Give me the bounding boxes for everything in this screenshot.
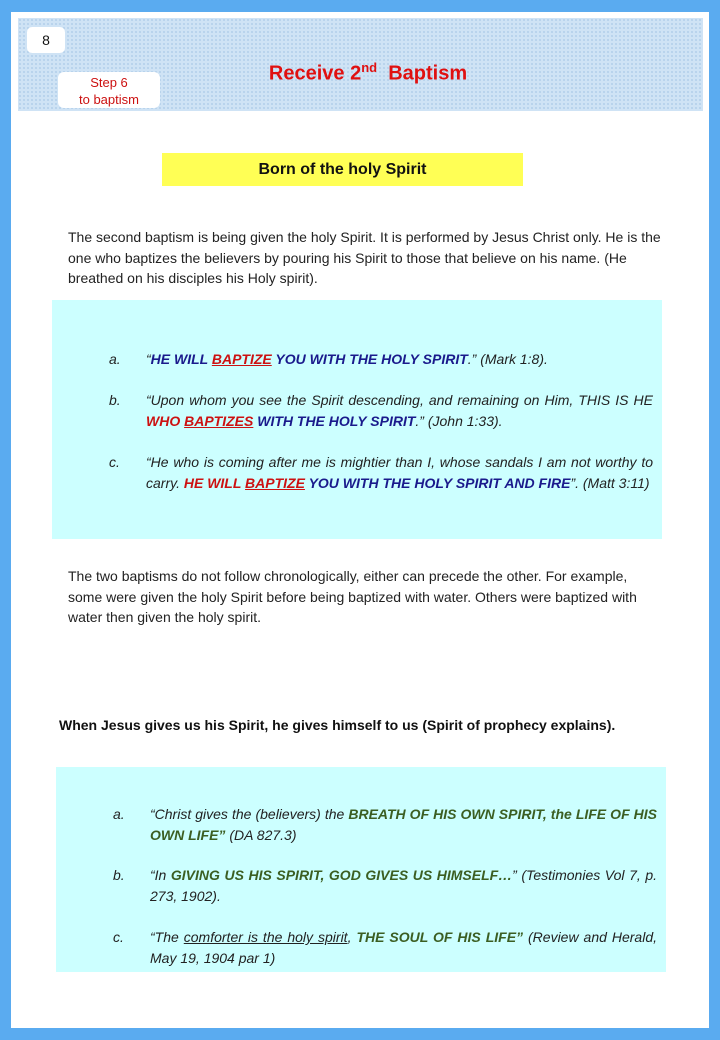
step-label	[58, 72, 160, 108]
title-pre: Receive 2	[268, 62, 362, 85]
quote-keyword: BAPTIZES	[184, 412, 254, 429]
section-heading: When Jesus gives us his Spirit, he gives himself to us (Spirit of prophecy explains).	[59, 717, 616, 733]
quote-keyword: BAPTIZE	[211, 351, 272, 367]
middle-paragraph: The two baptisms do not follow chronologically, either can precede the other. For example, some were given the holy Spirit before being baptized with water. Others were baptized with water then given the holy spirit.	[68, 568, 637, 625]
quote-reference: ” (Testimonies Vol 7, p. 273, 1902).	[150, 867, 657, 904]
quote-text: “	[146, 351, 151, 367]
page-number: 8	[27, 27, 65, 53]
quote-text: “The	[150, 929, 184, 945]
quote-marker: c.	[109, 454, 120, 470]
quote-keyword: BAPTIZE	[245, 474, 305, 491]
quote-keyword: GIVING US HIS SPIRIT, GOD GIVES US HIMSELF…	[170, 867, 513, 883]
page-title	[258, 60, 478, 86]
quote-text: YOU WITH THE HOLY SPIRIT	[271, 351, 468, 367]
quote-marker: b.	[109, 392, 121, 408]
quote-keyword: THE SOUL OF HIS LIFE”	[356, 929, 524, 945]
quote-item-b	[113, 865, 657, 906]
quote-keyword: BREATH OF HIS OWN SPIRIT, the LIFE OF HIS OWN LIFE”	[150, 806, 657, 843]
step-line-2: to baptism	[79, 92, 139, 107]
quote-reference: .” (John 1:33).	[415, 412, 503, 429]
quote-marker: a.	[109, 351, 121, 367]
quote-reference: .” (Mark 1:8).	[467, 351, 548, 367]
intro-paragraph: The second baptism is being given the holy Spirit. It is performed by Jesus Christ only. He is the one who baptizes the believers by pouring his Spirit to those that believe on his name. (He breathed on his disciples his Holy spirit).	[68, 229, 661, 286]
quote-text: “Upon whom you see the Spirit descending, and remaining on Him, THIS IS HE	[146, 392, 653, 408]
quote-marker: b.	[113, 867, 125, 883]
quote-item-c	[113, 927, 657, 968]
quote-text: ,	[347, 929, 357, 945]
quote-text: “Christ gives the (believers) the	[150, 806, 349, 822]
quote-box-2	[56, 767, 666, 972]
quote-text: WITH THE HOLY SPIRIT	[253, 412, 416, 429]
quote-text: WHO	[146, 412, 185, 429]
quote-text: YOU WITH THE HOLY SPIRIT AND FIRE	[304, 474, 571, 491]
quote-item-a	[113, 804, 657, 845]
quote-text: HE WILL	[150, 351, 212, 367]
title-sup: nd	[361, 60, 378, 75]
quote-text: “In	[150, 867, 171, 883]
quote-marker: a.	[113, 806, 125, 822]
quote-item-c	[109, 452, 653, 493]
quote-reference: (DA 827.3)	[225, 826, 297, 843]
quote-text: HE WILL	[183, 474, 246, 491]
quote-reference: (Review and Herald, May 19, 1904 par 1)	[150, 929, 657, 966]
page	[11, 12, 709, 1028]
quote-item-a	[109, 349, 656, 370]
title-post: Baptism	[388, 62, 468, 85]
section-subtitle: Born of the holy Spirit	[162, 153, 523, 186]
header-banner	[18, 18, 703, 111]
quote-item-b	[109, 390, 653, 431]
quote-text: “He who is coming after me is mightier than I, whose sandals I am not worthy to carry.	[146, 454, 653, 491]
quote-marker: c.	[113, 929, 124, 945]
step-line-1: Step 6	[90, 75, 128, 90]
quote-reference: ”. (Matt 3:11)	[570, 474, 650, 491]
quote-box-1	[52, 300, 662, 539]
quote-underlined: comforter is the holy spirit	[183, 929, 348, 945]
